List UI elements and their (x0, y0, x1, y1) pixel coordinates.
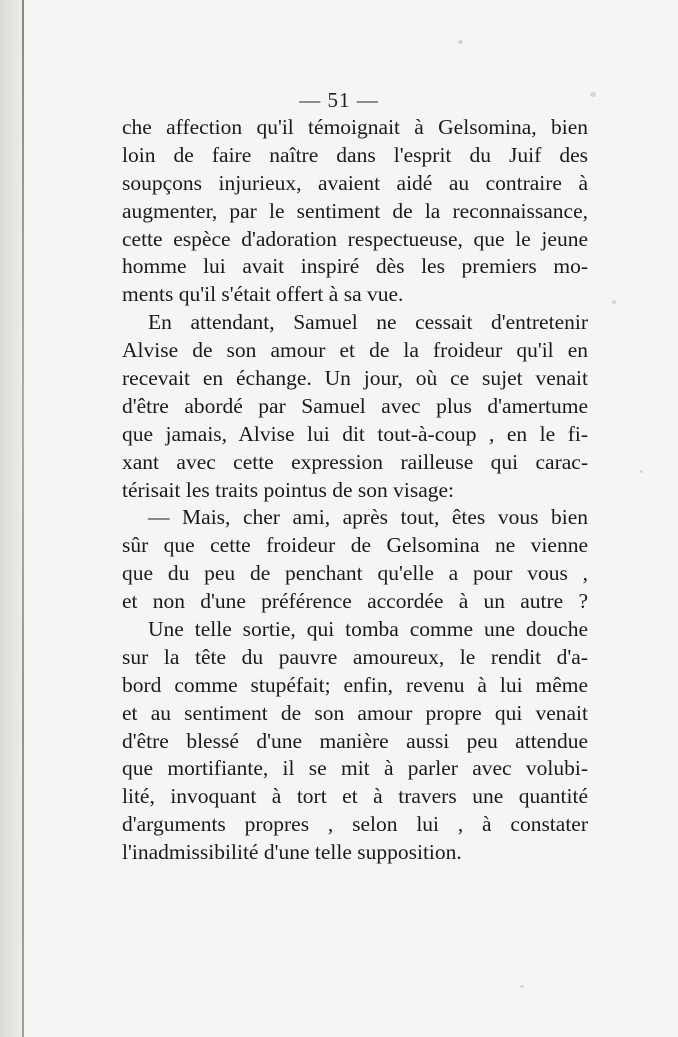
text-line: cette espèce d'adoration respectueuse, que le jeune (122, 226, 588, 251)
text-line: que du peu de penchant qu'elle a pour vous , (122, 561, 588, 586)
text-line: Une telle sortie, qui tomba comme une douche (148, 617, 588, 642)
text-line: d'être blessé d'une manière aussi peu attendue (122, 728, 588, 753)
text-line: loin de faire naître dans l'esprit du Juif des (122, 142, 588, 167)
text-line: que mortifiante, il se mit à parler avec volubi- (122, 756, 588, 781)
text-line: d'être abordé par Samuel avec plus d'amertume (122, 393, 588, 418)
text-line: En attendant, Samuel ne cessait d'entretenir (148, 310, 588, 335)
page-gutter-shade (0, 0, 22, 1037)
text-line: et au sentiment de son amour propre qui venait (122, 700, 588, 725)
scan-speck (640, 470, 643, 473)
text-line: augmenter, par le sentiment de la reconnaissance, (122, 198, 588, 223)
text-line: bord comme stupéfait; enfin, revenu à lui même (122, 672, 588, 697)
text-line: xant avec cette expression railleuse qui carac- (122, 449, 588, 474)
text-line: et non d'une préférence accordée à un autre ? (122, 589, 588, 614)
text-line: sûr que cette froideur de Gelsomina ne vienne (122, 533, 588, 558)
text-line: — Mais, cher ami, après tout, êtes vous bien (148, 505, 588, 530)
page-binding-edge (22, 0, 24, 1037)
scan-speck (458, 40, 463, 44)
text-line: l'inadmissibilité d'une telle supposition. (122, 840, 462, 865)
text-line: que jamais, Alvise lui dit tout-à-coup , en le fi- (122, 421, 588, 446)
text-line: che affection qu'il témoignait à Gelsomina, bien (122, 115, 588, 139)
text-line: homme lui avait inspiré dès les premiers mo- (122, 254, 588, 279)
text-line: d'arguments propres , selon lui , à constater (122, 812, 588, 837)
body-text (122, 114, 588, 867)
text-line: lité, invoquant à tort et à travers une quantité (122, 784, 588, 809)
text-line: ments qu'il s'était offert à sa vue. (122, 282, 404, 307)
scan-speck (520, 985, 524, 988)
text-line: soupçons injurieux, avaient aidé au contraire à (122, 170, 588, 195)
text-line: recevait en échange. Un jour, où ce sujet venait (122, 366, 588, 391)
text-line: sur la tête du pauvre amoureux, le rendit d'a- (122, 644, 588, 669)
scan-speck (612, 300, 616, 304)
page-number: — 51 — (299, 88, 379, 112)
text-line: térisait les traits pointus de son visage: (122, 477, 455, 502)
text-line: Alvise de son amour et de la froideur qu'il en (122, 338, 588, 363)
